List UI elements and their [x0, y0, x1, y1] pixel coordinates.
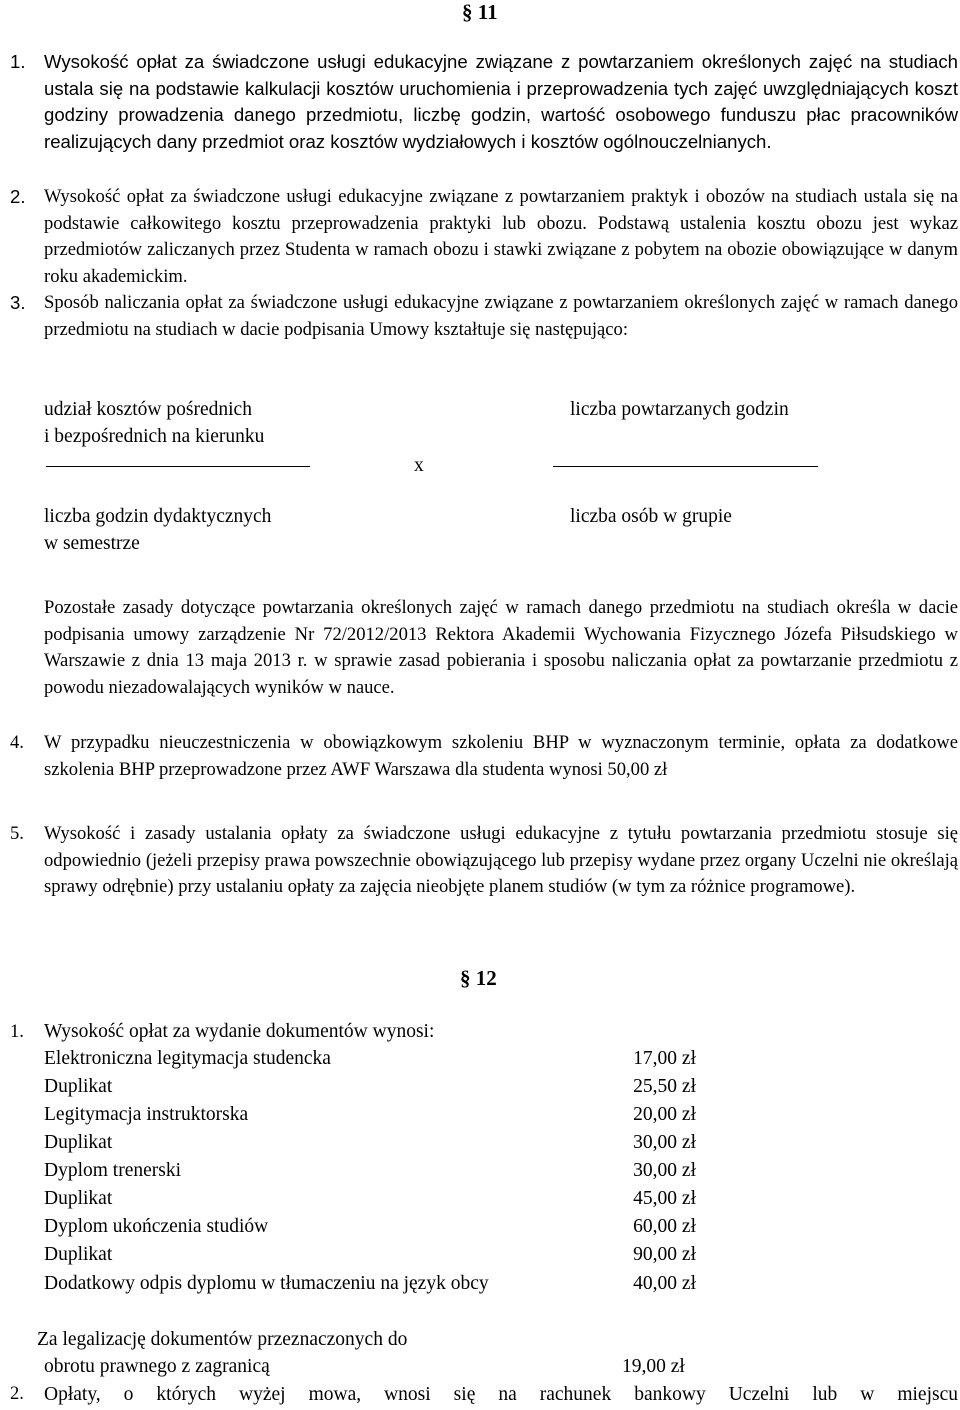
fee-name: Dyplom trenerski	[44, 1160, 182, 1181]
formula-left-fraction-bar	[46, 466, 310, 467]
legalization-line2: obrotu prawnego z zagranicą	[44, 1356, 270, 1377]
s12-item-2-text: Opłaty, o których wyżej mowa, wnosi się na rachunek bankowy Uczelni lub w miejscu	[44, 1384, 958, 1405]
s12-item-2-number: 2.	[10, 1383, 24, 1404]
item-3-note: Pozostałe zasady dotyczące powtarzania określonych zajęć w ramach danego przedmiotu na studiach określa w dacie podpisania umowy zarządzenie Nr 72/2012/2013 Rektora Akademii Wychowania Fizycznego Józefa Piłsudskiego w Warszawie z dnia 13 maja 2013 r. w sprawie zasad pobierania i sposobu naliczania opłat za powtarzanie przedmiotu z powodu niezadowalających wyników w nauce.	[44, 597, 958, 699]
fee-name: Duplikat	[44, 1188, 113, 1209]
fee-amount: 90,00 zł	[633, 1244, 696, 1265]
formula-left-numerator-line1: udział kosztów pośrednich	[44, 399, 252, 420]
fee-row	[44, 1213, 704, 1241]
s12-item-1-intro: Wysokość opłat za wydanie dokumentów wynosi:	[44, 1021, 435, 1042]
fee-row	[44, 1129, 704, 1157]
fee-amount: 20,00 zł	[633, 1104, 696, 1125]
formula-right-numerator: liczba powtarzanych godzin	[570, 399, 789, 420]
item-1-number: 1.	[10, 51, 26, 72]
legalization-line1: Za legalizację dokumentów przeznaczonych do	[37, 1329, 408, 1350]
fee-row	[44, 1241, 704, 1269]
fee-amount: 60,00 zł	[633, 1216, 696, 1237]
fee-amount: 30,00 zł	[633, 1160, 696, 1181]
item-3-text: Sposób naliczania opłat za świadczone usługi edukacyjne związane z powtarzaniem określonych zajęć w ramach danego przedmiotu na studiach w dacie podpisania Umowy kształtuje się następująco:	[44, 292, 958, 340]
s12-item-1-number: 1.	[10, 1021, 24, 1042]
fee-name: Duplikat	[44, 1244, 113, 1265]
item-5-text: Wysokość i zasady ustalania opłaty za świadczone usługi edukacyjne z tytułu powtarzania przedmiotu stosuje się odpowiednio (jeżeli przepisy prawa powszechnie obowiązującego lub przepisy wydane przez organy Uczelni nie określają sprawy odrębnie) przy ustalaniu opłaty za zajęcia nieobjęte planem studiów (w tym za różnice programowe).	[44, 823, 958, 898]
item-2-number: 2.	[10, 186, 26, 207]
formula-left-denominator-line1: liczba godzin dydaktycznych	[44, 506, 272, 527]
formula-right-fraction-bar	[553, 466, 818, 467]
fee-amount: 45,00 zł	[633, 1188, 696, 1209]
fee-name: Duplikat	[44, 1132, 113, 1153]
fee-row	[44, 1185, 704, 1213]
fee-name: Duplikat	[44, 1076, 113, 1097]
item-5-number: 5.	[10, 823, 24, 844]
legalization-amount: 19,00 zł	[622, 1356, 685, 1377]
fee-name: Dyplom ukończenia studiów	[44, 1216, 269, 1237]
section-12-heading: § 12	[460, 966, 497, 990]
fee-row	[44, 1073, 704, 1101]
fee-amount: 25,50 zł	[633, 1076, 696, 1097]
fee-amount: 17,00 zł	[633, 1048, 696, 1069]
fee-amount: 30,00 zł	[633, 1132, 696, 1153]
fee-row	[44, 1270, 704, 1298]
formula-right-denominator: liczba osób w grupie	[570, 506, 732, 527]
formula-left-numerator-line2: i bezpośrednich na kierunku	[44, 426, 265, 447]
formula-left-denominator-line2: w semestrze	[44, 533, 140, 554]
fee-name: Legitymacja instruktorska	[44, 1104, 249, 1125]
fee-amount: 40,00 zł	[633, 1273, 696, 1294]
fee-row	[44, 1157, 704, 1185]
item-3-number: 3.	[10, 292, 26, 313]
item-4-number: 4.	[10, 732, 24, 753]
item-1-text: Wysokość opłat za świadczone usługi edukacyjne związane z powtarzaniem określonych zajęć na studiach ustala się na podstawie kalkulacji kosztów uruchomienia i przeprowadzenia tych zajęć uwzględniających koszt godziny prowadzenia danego przedmiotu, liczbę godzin, wartość osobowego funduszu płac pracowników realizujących dany przedmiot oraz kosztów wydziałowych i kosztów ogólnouczelnianych.	[44, 51, 958, 153]
fee-row	[44, 1045, 704, 1073]
fee-name: Dodatkowy odpis dyplomu w tłumaczeniu na język obcy	[44, 1273, 489, 1294]
formula-operator: x	[414, 455, 424, 476]
item-4-text: W przypadku nieuczestniczenia w obowiązkowym szkoleniu BHP w wyznaczonym terminie, opłata za dodatkowe szkolenia BHP przeprowadzone przez AWF Warszawa dla studenta wynosi 50,00 zł	[44, 732, 958, 780]
item-2-text: Wysokość opłat za świadczone usługi edukacyjne związane z powtarzaniem praktyk i obozów na studiach ustala się na podstawie całkowitego kosztu przeprowadzenia praktyki lub obozu. Podstawą ustalenia kosztu obozu jest wykaz przedmiotów zaliczanych przez Studenta w ramach obozu i stawki związane z pobytem na obozie obowiązujące w danym roku akademickim.	[44, 186, 958, 288]
fee-name: Elektroniczna legitymacja studencka	[44, 1048, 331, 1069]
section-11-heading: § 11	[462, 0, 498, 24]
fee-row	[44, 1101, 704, 1129]
